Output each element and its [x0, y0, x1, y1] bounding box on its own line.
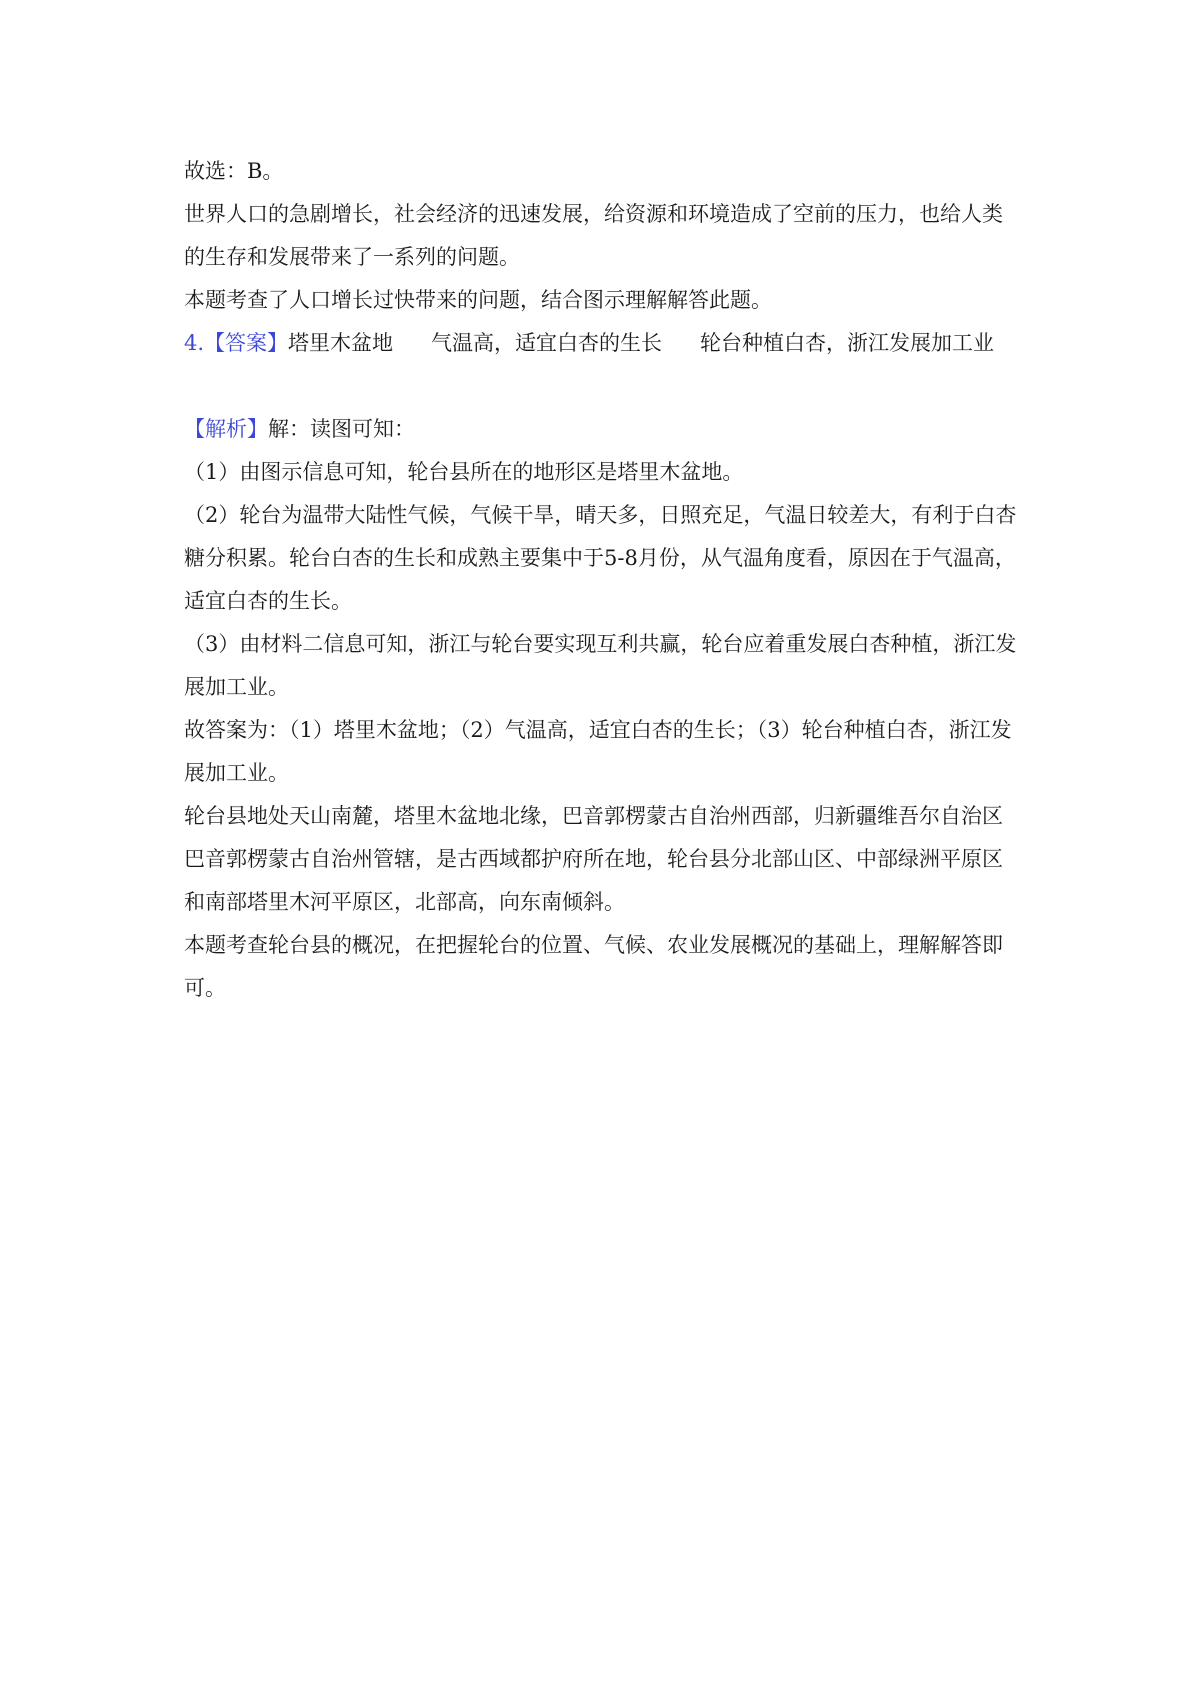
answer-tag: 【答案】 — [204, 331, 289, 355]
analysis-intro: 解：读图可知： — [268, 417, 415, 441]
topic-summary-paragraph: 本题考查轮台县的概况，在把握轮台的位置、气候、农业发展概况的基础上，理解解答即可。 — [184, 933, 1003, 1000]
answer-3: 轮台种植白杏，浙江发展加工业 — [700, 331, 995, 355]
question-number: 4. — [184, 331, 205, 355]
analysis-item-2: （2）轮台为温带大陆性气候，气候干旱，晴天多，日照充足，气温日较差大，有利于白杏糖分积累。轮台白杏的生长和成熟主要集中于5-8月份，从气温角度看，原因在于气温高，适宜白杏的生长。 — [184, 503, 1017, 613]
analysis-item-1: （1）由图示信息可知，轮台县所在的地形区是塔里木盆地。 — [184, 460, 744, 484]
answer-2: 气温高，适宜白杏的生长 — [431, 331, 663, 355]
final-answer-paragraph: 故答案为：（1）塔里木盆地；（2）气温高，适宜白杏的生长；（3）轮台种植白杏，浙江发展加工业。 — [184, 718, 1012, 785]
analysis-line — [184, 408, 1020, 451]
background-paragraph: 轮台县地处天山南麓，塔里木盆地北缘，巴音郭楞蒙古自治州西部，归新疆维吾尔自治区巴音郭楞蒙古自治州管辖，是古西域都护府所在地，轮台县分北部山区、中部绿洲平原区和南部塔里木河平原区，北部高，向东南倾斜。 — [184, 804, 1003, 914]
topic-note-paragraph: 本题考查了人口增长过快带来的问题，结合图示理解解答此题。 — [184, 288, 772, 312]
document-page — [184, 150, 1020, 1010]
population-paragraph: 世界人口的急剧增长，社会经济的迅速发展，给资源和环境造成了空前的压力，也给人类的生存和发展带来了一系列的问题。 — [184, 202, 1003, 269]
answer-1: 塔里木盆地 — [288, 331, 394, 355]
question-4-answer-line — [184, 322, 1020, 365]
analysis-item-3: （3）由材料二信息可知，浙江与轮台要实现互利共赢，轮台应着重发展白杏种植，浙江发展加工业。 — [184, 632, 1017, 699]
analysis-tag: 【解析】 — [184, 417, 268, 441]
conclusion-line: 故选：B。 — [184, 159, 284, 183]
